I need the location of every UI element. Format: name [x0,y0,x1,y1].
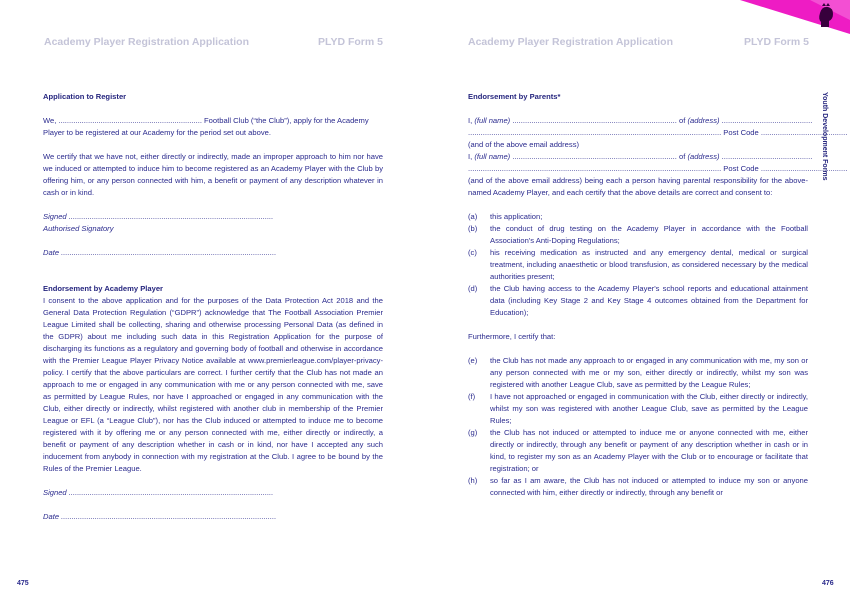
page-number-left: 475 [17,580,29,587]
list-item [468,355,808,391]
date-field-1: Date ...................................................................................................... [43,248,277,257]
parent1-email-line: (and of the above email address) [468,140,580,149]
left-header-title: Academy Player Registration Application [44,36,250,48]
side-tab [821,92,835,212]
list-item-text: the conduct of drug testing on the Academy Player in accordance with the Football Association's Anti-Doping Regulations; [490,224,808,245]
list-item-label: (h) [468,476,478,485]
list-item-label: (f) [468,392,476,401]
date-field-2: Date ...................................................................................................... [43,512,277,521]
list-item [468,223,808,247]
signed-field-2: Signed ................................................................................................. [43,488,274,497]
parents-endorsement-heading: Endorsement by Parents* [468,92,561,101]
application-line-2: Player to be registered at our Academy for the period set out above. [43,128,271,137]
left-column [43,91,383,523]
side-tab-label: Youth Development Forms [821,92,828,181]
right-header-form: PLYD Form 5 [744,36,809,48]
player-endorsement-text: I consent to the above application and for the purposes of the Data Protection Act 2018 and the General Data Protection Regulation (“GDPR”) acknowledge that The Football Association Premier League Limited shall be collecting, sharing and otherwise processing Personal Data (as defined in the GDPR) about me including such data in this Registration Application for the purpose of discharging its functions as a regulatory and governing body of football and otherwise in accordance with the Premier League Player Privacy Notice available at www.premierleague.com/player-privacy-policy. I certify that the above particulars are correct. I further certify that the Club has not made an approach to me or engaged in any communication with me or any person connected with me, save as permitted by League Rules, nor have I approached or engaged in any communication with the Club, either directly or indirectly, whilst registered with another club in membership of the Premier League or EFL (a “League Club”), nor has the Club induced or attempted to induce me to become registered with it by offering me or any person connected with me, either directly or indirectly, a benefit or payment of any description whether in cash or in kind, nor have I accepted any such inducement from anybody in connection with my registration at the Club. I agree to be bound by the Rules of the Premier League. [43,296,383,473]
parent1-name-line: I, (full name) .............................................................................. of (address) ........................................... [468,116,813,125]
application-certification: We certify that we have not, either directly or indirectly, made an improper approach to him nor have we induced or attempted to induce him to become registered as an Academy Player with the Club by offering him, or any person connected with him, a benefit or payment of any description whatever in cash or in kind. [43,152,383,197]
certification-list [468,355,808,499]
application-heading: Application to Register [43,92,127,101]
list-item [468,283,808,319]
list-item-text: the Club has not induced or attempted to induce me or anyone connected with me, either directly or indirectly, through any benefit or payment of any description whether in cash or in kind, to register my son as an Academy Player with the Club or to encourage or facilitate that registration; or [490,428,808,473]
list-item-label: (c) [468,248,477,257]
left-header-form: PLYD Form 5 [318,36,383,48]
application-line-1: We, .................................................................... Football Club (“the Club”), apply for the Academy [43,116,369,125]
player-endorsement-heading: Endorsement by Academy Player [43,284,164,293]
parent2-name-line: I, (full name) .............................................................................. of (address) ........................................... [468,152,813,161]
consent-list [468,211,808,319]
authorised-signatory-label: Authorised Signatory [43,224,114,233]
signed-field-1: Signed ................................................................................................. [43,212,274,221]
parent2-postcode-line: ........................................................................................................................ Post Code ......................................... [468,164,848,173]
list-item [468,475,808,499]
list-item-text: this application; [490,212,543,221]
list-item-label: (e) [468,356,478,365]
page-number-right: 476 [822,580,834,587]
furthermore-line: Furthermore, I certify that: [468,332,556,341]
list-item [468,211,808,223]
list-item-text: I have not approached or engaged in communication with the Club, either directly or indirectly, whilst my son was registered with another League Club, save as permitted by the League Rules; [490,392,808,425]
list-item-label: (a) [468,212,478,221]
list-item-text: his receiving medication as instructed and any emergency dental, medical or surgical treatment, including anaesthetic or blood transfusion, as considered necessary by the medical authorities present; [490,248,808,281]
parents-consent-text: (and of the above email address) being each a person having parental responsibility for the above-named Academy Player, and each certify that the above details are correct and consent to: [468,176,808,197]
list-item-label: (b) [468,224,478,233]
list-item-text: the Club has not made any approach to or engaged in any communication with me, my son or any person connected with me or my son, either directly or indirectly, whilst my son was registered with another League Club, save as permitted by the League Rules; [490,356,808,389]
list-item-text: so far as I am aware, the Club has not induced or attempted to induce my son or anyone connected with him, either directly or indirectly, through any benefit or [490,476,808,497]
list-item [468,247,808,283]
right-header-title: Academy Player Registration Application [468,36,674,48]
list-item [468,427,808,475]
list-item-text: the Club having access to the Academy Player's school reports and educational attainment data (including Key Stage 2 and Key Stage 4 outcomes obtained from the Department for Education); [490,284,808,317]
list-item-label: (d) [468,284,478,293]
list-item [468,391,808,427]
list-item-label: (g) [468,428,478,437]
parent1-postcode-line: ........................................................................................................................ Post Code ......................................... [468,128,848,137]
